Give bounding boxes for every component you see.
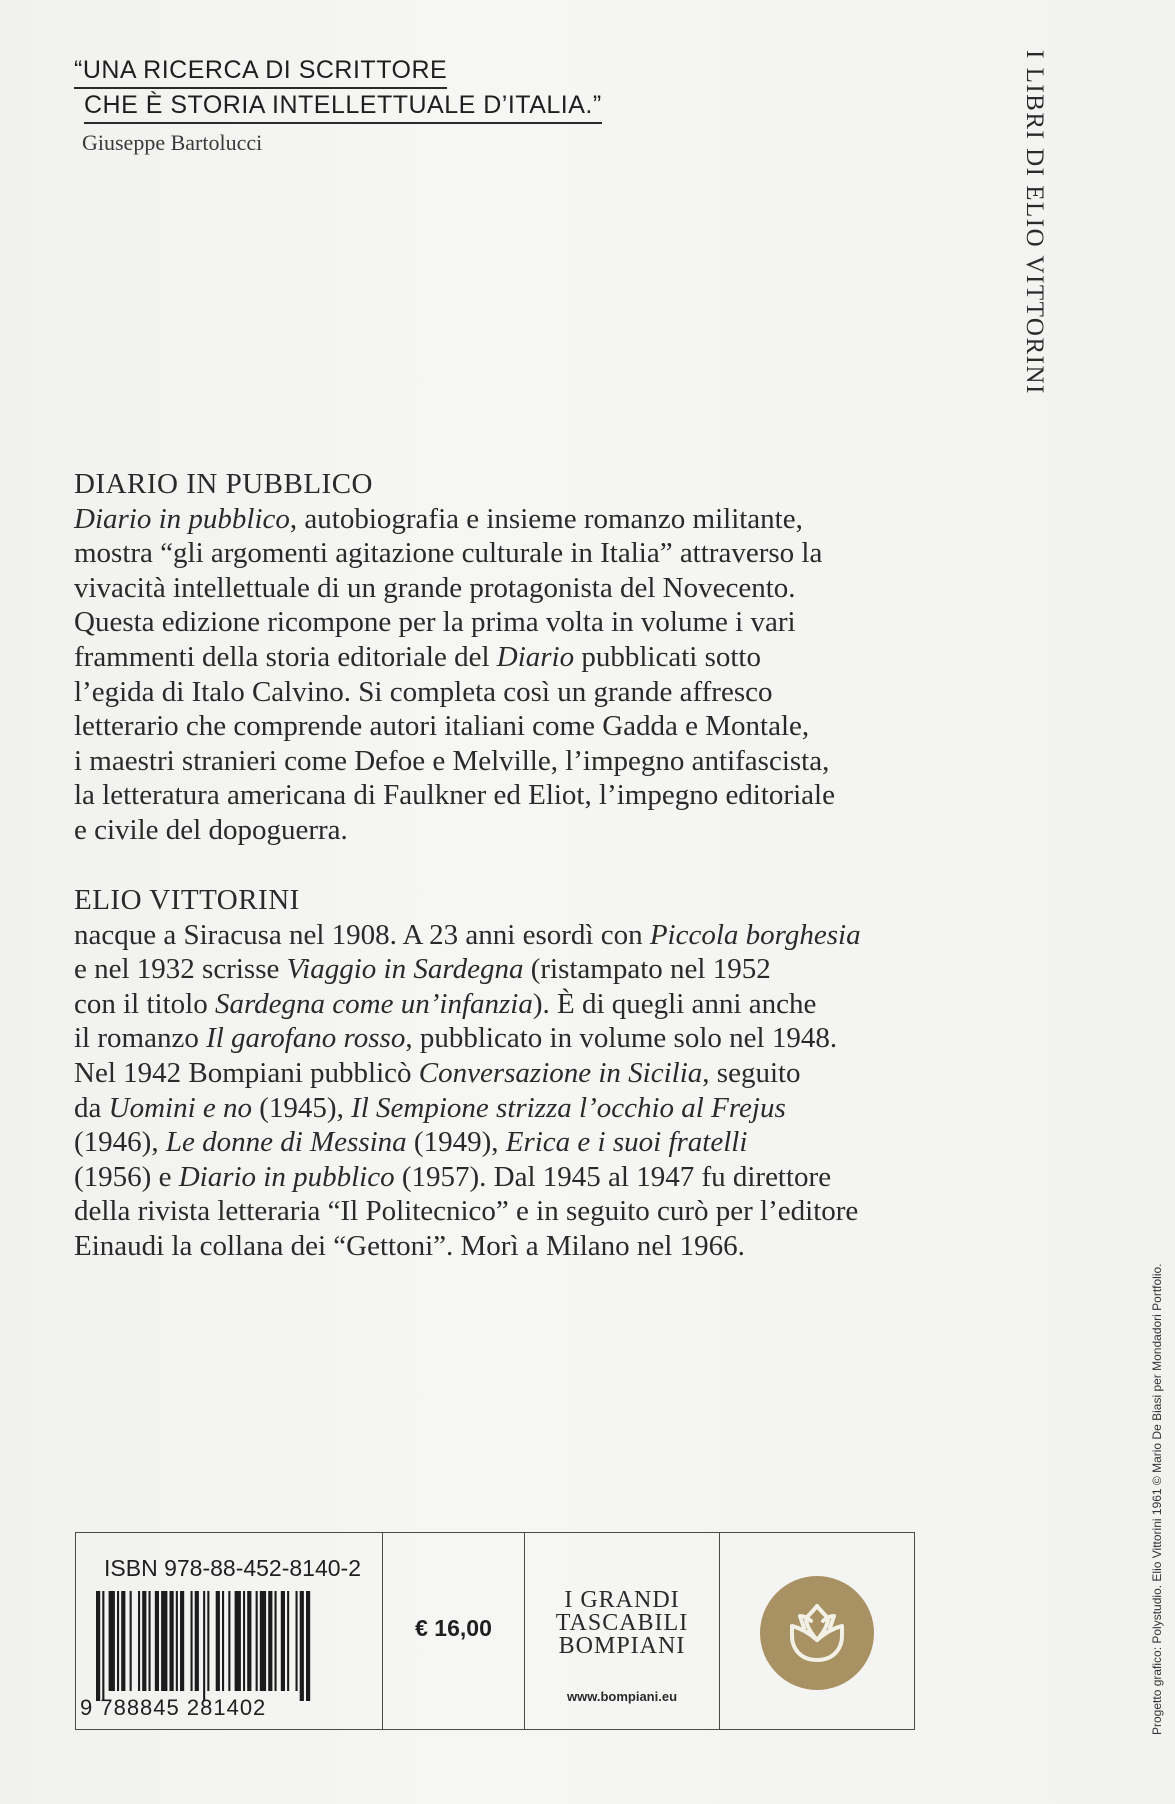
italic-title: Le donne di Messina — [165, 1126, 407, 1159]
biography-heading: ELIO VITTORINI — [74, 884, 300, 916]
description-section — [74, 467, 954, 848]
text-segment: , pubblicato in volume solo nel 1948. — [405, 1022, 838, 1055]
info-box — [75, 1532, 915, 1730]
barcode-bar — [195, 1591, 199, 1691]
text-segment: (ristampato nel 1952 — [523, 953, 771, 986]
text-segment: con il titolo — [74, 987, 215, 1020]
text-line — [74, 1160, 954, 1195]
text-line — [74, 987, 954, 1022]
barcode-bar — [228, 1591, 230, 1691]
description-heading: DIARIO IN PUBBLICO — [74, 468, 373, 500]
barcode-bar — [287, 1591, 289, 1691]
text-line: Einaudi la collana dei “Gettoni”. Morì a Milano nel 1966. — [74, 1229, 745, 1262]
price: € 16,00 — [415, 1615, 492, 1641]
text-segment: il romanzo — [74, 1022, 207, 1055]
barcode-bar — [216, 1591, 220, 1691]
barcode-bar — [117, 1591, 119, 1691]
barcode-bar — [121, 1591, 125, 1691]
credits-text: Progetto grafico: Polystudio. Elio Vittorini 1961 © Mario De Biasi per Mondadori Portfolio. — [1150, 1263, 1164, 1735]
text-segment: nacque a Siracusa nel 1908. A 23 anni esordì con — [74, 918, 650, 951]
quote-line-2: CHE È STORIA INTELLETTUALE D’ITALIA.” — [84, 89, 602, 124]
text-line — [74, 1091, 954, 1126]
italic-title: Erica e i suoi fratelli — [505, 1126, 748, 1159]
barcode-bar — [256, 1591, 258, 1691]
spine-title — [1021, 50, 1068, 430]
description-text — [74, 502, 954, 848]
text-segment: (1949), — [406, 1126, 506, 1159]
text-line — [74, 640, 954, 675]
price-cell — [383, 1533, 525, 1729]
text-line: i maestri stranieri come Defoe e Melville, l’impegno antifascista, — [74, 744, 830, 777]
logo-cell — [720, 1533, 913, 1729]
text-line — [74, 1021, 954, 1056]
barcode — [88, 1591, 368, 1701]
quote-author: Giuseppe Bartolucci — [82, 130, 263, 155]
text-line: letterario che comprende autori italiani come Gadda e Montale, — [74, 710, 810, 743]
text-line — [74, 1056, 954, 1091]
italic-title: Piccola borghesia — [649, 918, 861, 951]
publisher-website: www.bompiani.eu — [566, 1689, 678, 1704]
barcode-bar — [155, 1591, 159, 1691]
text-segment: frammenti della storia editoriale del — [74, 640, 497, 673]
barcode-bar — [170, 1591, 174, 1691]
barcode-bar — [260, 1591, 266, 1691]
barcode-bar — [176, 1591, 178, 1691]
barcode-bar — [149, 1591, 151, 1691]
barcode-bar — [296, 1591, 298, 1691]
barcode-bar — [207, 1591, 209, 1691]
series-cell — [525, 1533, 720, 1729]
barcode-bar — [180, 1591, 184, 1691]
text-line — [74, 952, 954, 987]
text-segment: ). È di quegli anni anche — [532, 987, 817, 1020]
quote-line-1: “UNA RICERCA DI SCRITTORE — [74, 54, 447, 89]
italic-title: Conversazione in Sicilia — [418, 1056, 703, 1089]
barcode-bar — [268, 1591, 272, 1691]
barcode-bar — [281, 1591, 285, 1691]
barcode-bar — [142, 1591, 146, 1691]
text-segment: da — [74, 1091, 109, 1124]
barcode-bar — [161, 1591, 167, 1691]
isbn-label: ISBN 978-88-452-8140-2 — [104, 1555, 361, 1581]
text-segment: (1957). Dal 1945 al 1947 fu direttore — [394, 1160, 832, 1193]
text-segment: e nel 1932 scrisse — [74, 953, 287, 986]
text-line: l’egida di Italo Calvino. Si completa così un grande affresco — [74, 675, 773, 708]
series-line-2: TASCABILI — [555, 1610, 689, 1636]
spine-title-text: I LIBRI DI ELIO VITTORINI — [1021, 50, 1048, 395]
italic-title: Diario — [496, 640, 575, 673]
barcode-digits: 9 788845 281402 — [80, 1695, 267, 1720]
text-segment: pubblicati sotto — [574, 640, 761, 673]
barcode-bar — [191, 1591, 193, 1691]
credits-vertical — [1150, 1195, 1170, 1735]
italic-title: Il Sempione strizza l’occhio al Frejus — [351, 1091, 786, 1124]
barcode-bar — [203, 1591, 205, 1701]
barcode-bar — [102, 1591, 104, 1701]
barcode-bar — [306, 1591, 310, 1701]
series-line-1: I GRANDI — [564, 1587, 680, 1613]
series-line-3: BOMPIANI — [558, 1633, 686, 1659]
barcode-bar — [138, 1591, 140, 1691]
text-line: la letteratura americana di Faulkner ed Eliot, l’impegno editoriale — [74, 779, 835, 812]
text-segment: (1946), — [74, 1126, 166, 1159]
text-segment: Nel 1942 Bompiani pubblicò — [74, 1056, 419, 1089]
text-line: Questa edizione ricompone per la prima volta in volume i vari — [74, 606, 796, 639]
biography-section — [74, 883, 954, 1264]
italic-title: Il garofano rosso — [206, 1022, 406, 1055]
barcode-bar — [130, 1591, 132, 1691]
barcode-bar — [247, 1591, 251, 1691]
text-line: mostra “gli argomenti agitazione culturale in Italia” attraverso la — [74, 537, 823, 570]
italic-title: Uomini e no — [108, 1091, 252, 1124]
italic-title: Diario in pubblico — [178, 1160, 395, 1193]
text-line — [74, 502, 954, 537]
isbn-cell — [76, 1533, 383, 1729]
barcode-bar — [300, 1591, 304, 1701]
barcode-bar — [109, 1591, 115, 1691]
blurb-quote — [74, 54, 602, 124]
barcode-bar — [222, 1591, 224, 1691]
text-line — [74, 1125, 954, 1160]
italic-title: Sardegna come un’infanzia — [214, 987, 533, 1020]
text-line: e civile del dopoguerra. — [74, 813, 348, 846]
text-line — [74, 918, 954, 953]
biography-text — [74, 918, 954, 1264]
series-name — [525, 1589, 719, 1658]
italic-title: Diario in pubblico — [74, 502, 290, 535]
barcode-bar — [235, 1591, 241, 1691]
text-line: vivacità intellettuale di un grande protagonista del Novecento. — [74, 571, 796, 604]
text-segment: (1945), — [252, 1091, 352, 1124]
bompiani-flower-logo-icon — [760, 1576, 874, 1690]
barcode-bar — [275, 1591, 277, 1691]
barcode-bar — [243, 1591, 245, 1691]
text-line: della rivista letteraria “Il Politecnico” e in seguito curò per l’editore — [74, 1195, 859, 1228]
text-segment: , autobiografia e insieme romanzo militante, — [289, 502, 803, 535]
barcode-bar — [96, 1591, 100, 1701]
text-segment: (1956) e — [74, 1160, 179, 1193]
italic-title: Viaggio in Sardegna — [286, 953, 524, 986]
text-segment: , seguito — [702, 1056, 801, 1089]
